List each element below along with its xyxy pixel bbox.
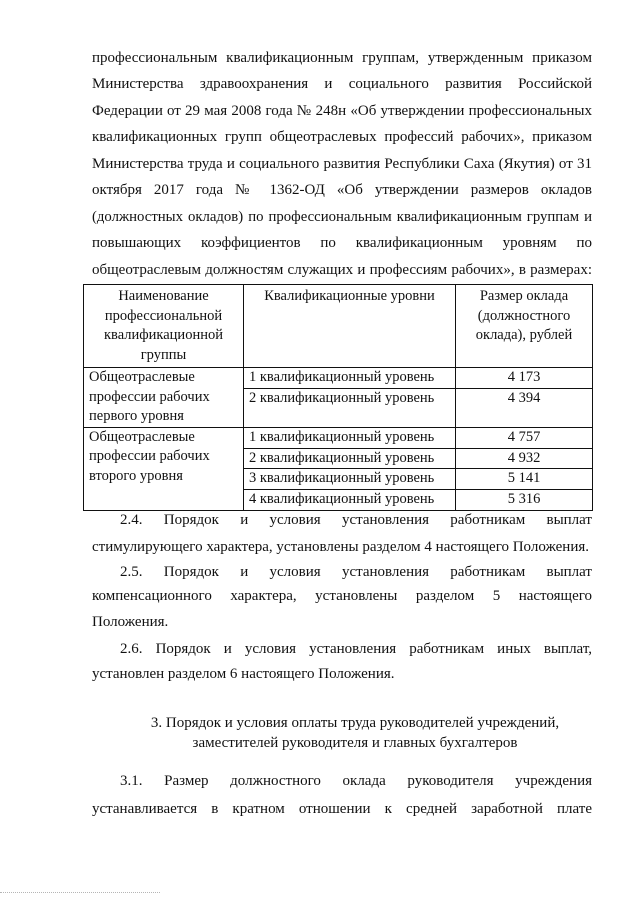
section-3-heading-line: 3. Порядок и условия оплаты труда руководителей учреждений, [150,715,560,731]
intro-paragraph-line: октября 2017 года № 1362-ОД «Об утверждении размеров окладов [92,182,592,198]
header-group-name [84,285,244,368]
header-levels [244,285,456,368]
group-name-line: профессии рабочих [89,388,210,405]
table-row [84,427,593,448]
header-text-line: Размер оклада [479,288,569,304]
level-cell: 1 квалификационный уровень [244,368,456,389]
section-3-heading-line: заместителей руководителя и главных бухгалтеров [192,735,518,751]
section-2-5-line: компенсационного характера, установлены разделом 5 настоящего [92,588,592,604]
intro-paragraph-line: Министерства здравоохранения и социального развития Российской [92,76,592,92]
group-name-line: первого уровня [89,408,184,424]
header-text-line: оклада), рублей [475,327,573,343]
group-name-cell [84,427,244,510]
header-salary [456,285,593,368]
header-text-line: квалификационной [104,327,223,343]
salary-table [83,284,593,511]
scan-dotted-line [0,892,160,893]
section-2-5-line: Положения. [92,614,169,630]
section-2-6-line: 2.6. Порядок и условия установления работникам иных выплат, [120,641,592,657]
section-3-1-line: 3.1. Размер должностного оклада руководителя учреждения [120,773,592,789]
group-name-line: Общеотраслевые [89,428,195,445]
salary-cell: 4 757 [456,427,593,448]
section-3-1-line: устанавливается в кратном отношении к средней заработной плате [92,801,592,817]
group-name-line: профессии рабочих [89,448,210,464]
level-cell: 3 квалификационный уровень [244,469,456,490]
group-name-cell [84,368,244,428]
salary-cell: 4 173 [456,368,593,389]
group-name-line: Общеотраслевые [89,369,195,385]
header-text-line: (должностного [477,307,571,324]
table-row [84,368,593,389]
intro-paragraph-line: Федерации от 29 мая 2008 года № 248н «Об утверждении профессиональных [92,103,592,119]
header-text-line: группы [140,346,187,363]
level-cell: 2 квалификационный уровень [244,388,456,427]
section-2-4-line: 2.4. Порядок и условия установления работникам выплат [120,512,592,528]
intro-paragraph-line: Министерства труда и социального развития Республики Саха (Якутия) от 31 [92,156,592,172]
intro-paragraph-line: общеотраслевым должностям служащих и профессиям рабочих», в размерах: [92,262,592,278]
header-text-line: Квалификационные уровни [264,288,435,304]
header-text-line: профессиональной [104,307,223,324]
intro-paragraph-line: (должностных окладов) по профессиональным квалификационным группам и [92,209,592,225]
level-cell: 1 квалификационный уровень [244,427,456,448]
intro-paragraph-line: повышающих коэффициентов по квалификационным уровням по [92,235,592,251]
salary-cell: 5 316 [456,490,593,511]
section-2-6-line: установлен разделом 6 настоящего Положения. [92,666,395,682]
section-2-5-line: 2.5. Порядок и условия установления работникам выплат [120,564,592,580]
salary-cell: 5 141 [456,469,593,490]
level-cell: 2 квалификационный уровень [244,448,456,469]
intro-paragraph-line: профессиональным квалификационным группам, утвержденным приказом [92,50,592,66]
salary-cell: 4 394 [456,388,593,427]
group-name-line: второго уровня [89,467,183,484]
header-text-line: Наименование [118,288,209,304]
intro-paragraph-line: квалификационных групп общеотраслевых профессий рабочих», приказом [92,129,592,145]
salary-cell: 4 932 [456,448,593,469]
table-header-row [84,285,593,368]
section-2-4-line: стимулирующего характера, установлены разделом 4 настоящего Положения. [92,539,589,555]
level-cell: 4 квалификационный уровень [244,490,456,511]
